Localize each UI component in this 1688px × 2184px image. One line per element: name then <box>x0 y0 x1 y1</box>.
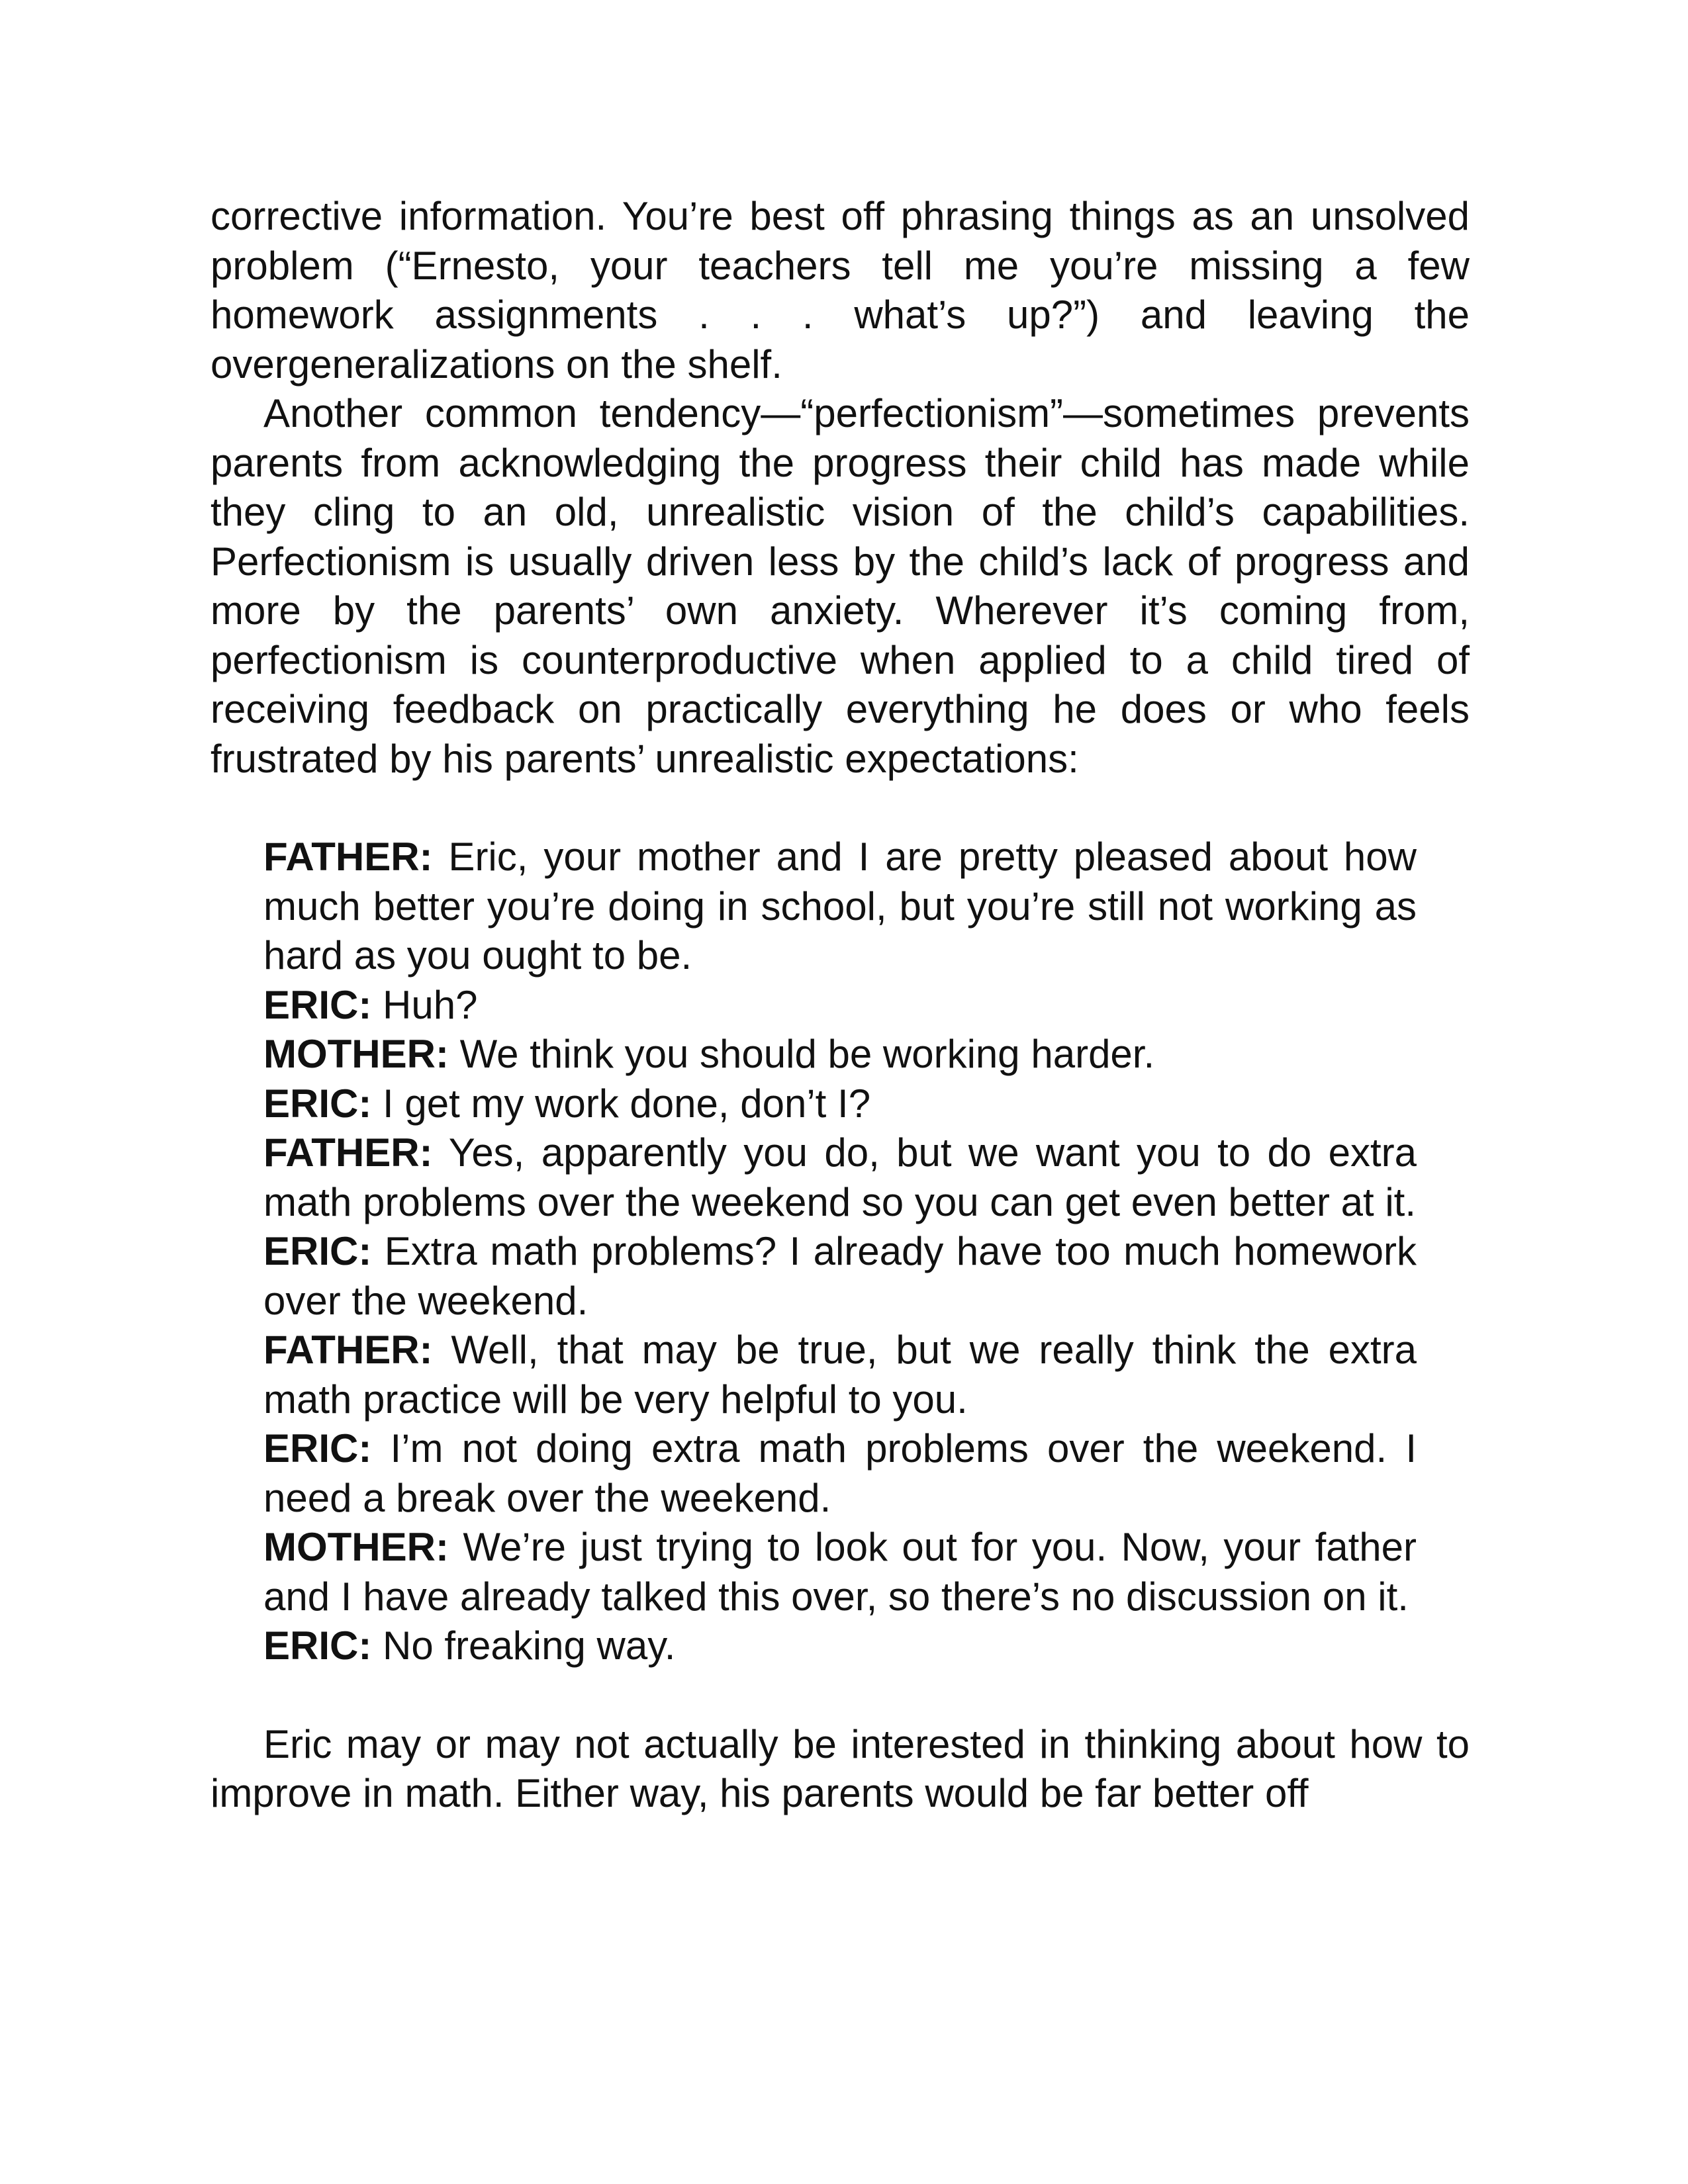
body-paragraph: Another common tendency—“perfectionism”—sometimes prevents parents from acknowledging the progress their child has made while they cling to an old, unrealistic vision of the child’s capabilities. Perfectionism is usually driven less by the child’s lack of progress and more by the parents’ own anxiety. Wherever it’s coming from, perfectionism is counterproductive when applied to a child tired of receiving feedback on practically everything he does or who feels frustrated by his parents’ unrealistic expectations: <box>211 391 1470 781</box>
dialogue-text: Yes, apparently you do, but we want you to do extra math problems over the weekend so you can get even better at it. <box>263 1130 1417 1224</box>
body-paragraph: corrective information. You’re best off phrasing things as an unsolved problem (“Ernesto, your teachers tell me you’re missing a few homework assignments . . . what’s up?”) and leaving the overgeneralizations on the shelf. <box>211 194 1470 387</box>
dialogue-text: I’m not doing extra math problems over the weekend. I need a break over the weekend. <box>263 1426 1417 1520</box>
speaker-label: ERIC: <box>263 1426 372 1471</box>
speaker-label: ERIC: <box>263 1081 372 1126</box>
dialogue-text: I get my work done, don’t I? <box>371 1081 871 1126</box>
dialogue-text: Well, that may be true, but we really think the extra math practice will be very helpful to you. <box>263 1328 1417 1422</box>
dialogue-line <box>263 1523 1417 1621</box>
page-content <box>211 192 1470 1819</box>
speaker-label: FATHER: <box>263 1130 433 1175</box>
body-paragraph: Eric may or may not actually be interested in thinking about how to improve in math. Either way, his parents would be far better off <box>211 1721 1470 1815</box>
speaker-label: ERIC: <box>263 1623 372 1668</box>
dialogue-line <box>263 1227 1417 1326</box>
dialogue-text: We think you should be working harder. <box>448 1032 1155 1076</box>
dialogue-text: We’re just trying to look out for you. Now, your father and I have already talked this over, so there’s no discussion on it. <box>263 1525 1417 1619</box>
speaker-label: MOTHER: <box>263 1032 449 1076</box>
dialogue-line <box>263 1079 1417 1129</box>
dialogue-line <box>263 1326 1417 1424</box>
speaker-label: MOTHER: <box>263 1525 449 1569</box>
dialogue-text: Extra math problems? I already have too much homework over the weekend. <box>263 1229 1417 1323</box>
dialogue-text: Eric, your mother and I are pretty pleased about how much better you’re doing in school, but you’re still not working as hard as you ought to be. <box>263 835 1417 978</box>
dialogue-line <box>263 981 1417 1030</box>
dialogue-line <box>263 1424 1417 1523</box>
speaker-label: ERIC: <box>263 1229 372 1273</box>
dialogue-text: Huh? <box>371 982 478 1027</box>
speaker-label: FATHER: <box>263 1328 433 1372</box>
speaker-label: FATHER: <box>263 835 433 879</box>
dialogue-line <box>263 1621 1417 1671</box>
dialogue-line <box>263 833 1417 981</box>
dialogue-block <box>263 833 1417 1671</box>
speaker-label: ERIC: <box>263 982 372 1027</box>
dialogue-line <box>263 1128 1417 1227</box>
dialogue-line <box>263 1030 1417 1079</box>
dialogue-text: No freaking way. <box>371 1623 676 1668</box>
